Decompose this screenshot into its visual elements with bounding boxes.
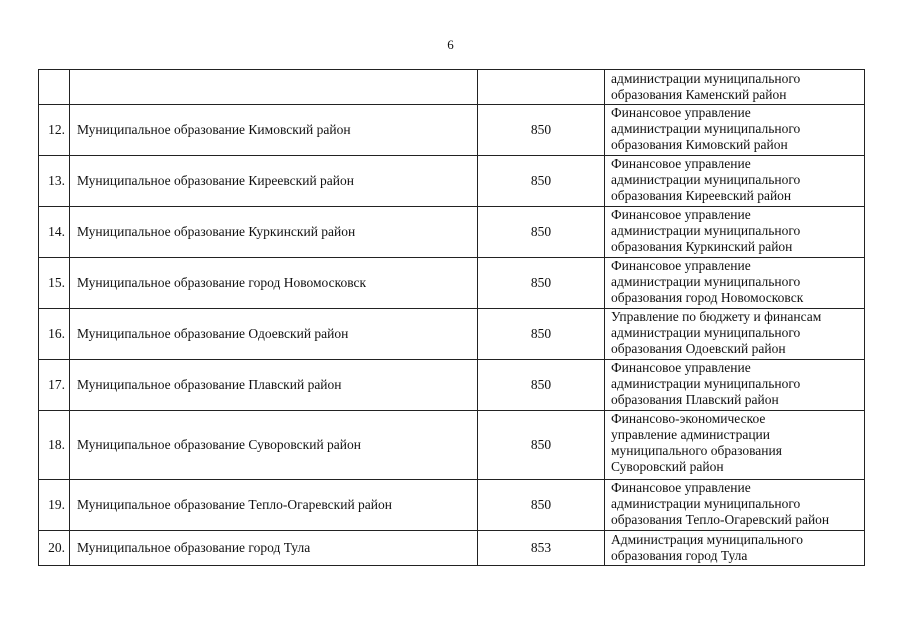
authority-line: администрации муниципального [611,376,801,391]
row-number: 16. [39,309,70,360]
authority-line: образования Плавский район [611,392,779,407]
budget-code: 850 [478,258,605,309]
municipality-name: Муниципальное образование Тепло-Огаревский район [70,480,478,531]
authority-line: Финансовое управление [611,360,751,375]
authority-line: образования Киреевский район [611,188,792,203]
authority-line: образования Куркинский район [611,239,793,254]
authority-line: образования город Новомосковск [611,290,804,305]
table-row [39,207,865,258]
authority-line: администрации муниципального [611,325,801,340]
municipality-name: Муниципальное образование Киреевский район [70,156,478,207]
authority-line: образования Кимовский район [611,137,788,152]
authority-line: администрации муниципального [611,496,801,511]
municipality-name: Муниципальное образование Кимовский район [70,105,478,156]
table-row [39,309,865,360]
table-row [39,156,865,207]
authority-cell [605,258,865,309]
authority-cell [605,156,865,207]
municipality-name: Муниципальное образование Плавский район [70,360,478,411]
authority-cell [605,207,865,258]
municipality-name: Муниципальное образование Куркинский район [70,207,478,258]
authority-line: администрации муниципального [611,172,801,187]
row-number: 13. [39,156,70,207]
table-row [39,105,865,156]
authority-cell [605,105,865,156]
row-number: 15. [39,258,70,309]
table-row [39,258,865,309]
municipality-name: Муниципальное образование Одоевский район [70,309,478,360]
budget-code: 850 [478,207,605,258]
authority-line: Финансовое управление [611,156,751,171]
table-row [39,70,865,105]
authority-line: Финансовое управление [611,105,751,120]
authority-line: образования город Тула [611,548,748,563]
authority-cell [605,480,865,531]
municipality-name [70,70,478,105]
authority-line: Суворовский район [611,459,724,474]
page-number: 6 [447,37,454,52]
authority-line: Управление по бюджету и финансам [611,309,822,324]
authority-cell [605,531,865,566]
budget-code: 850 [478,156,605,207]
municipality-name: Муниципальное образование Суворовский район [70,411,478,480]
authority-line: управление администрации [611,427,771,442]
authority-line: Администрация муниципального [611,532,804,547]
authority-line: администрации муниципального [611,121,801,136]
budget-code [478,70,605,105]
table-row [39,360,865,411]
row-number: 19. [39,480,70,531]
table-row [39,531,865,566]
row-number: 14. [39,207,70,258]
municipalities-table [38,69,865,566]
authority-cell [605,70,865,105]
budget-code: 850 [478,105,605,156]
budget-code: 850 [478,360,605,411]
budget-code: 850 [478,309,605,360]
budget-code: 850 [478,411,605,480]
row-number [39,70,70,105]
authority-cell [605,411,865,480]
authority-line: муниципального образования [611,443,782,458]
authority-line: образования Каменский район [611,87,787,102]
budget-code: 853 [478,531,605,566]
budget-code: 850 [478,480,605,531]
row-number: 20. [39,531,70,566]
row-number: 17. [39,360,70,411]
authority-line: образования Одоевский район [611,341,786,356]
row-number: 18. [39,411,70,480]
authority-line: Финансовое управление [611,207,751,222]
authority-cell [605,360,865,411]
table-row [39,411,865,480]
authority-line: Финансовое управление [611,480,751,495]
authority-line: администрации муниципального [611,223,801,238]
municipality-name: Муниципальное образование город Новомосковск [70,258,478,309]
authority-line: администрации муниципального [611,274,801,289]
authority-line: Финансово-экономическое [611,411,766,426]
authority-cell [605,309,865,360]
authority-line: Финансовое управление [611,258,751,273]
authority-line: администрации муниципального [611,71,801,86]
authority-line: образования Тепло-Огаревский район [611,512,830,527]
row-number: 12. [39,105,70,156]
table-row [39,480,865,531]
municipality-name: Муниципальное образование город Тула [70,531,478,566]
